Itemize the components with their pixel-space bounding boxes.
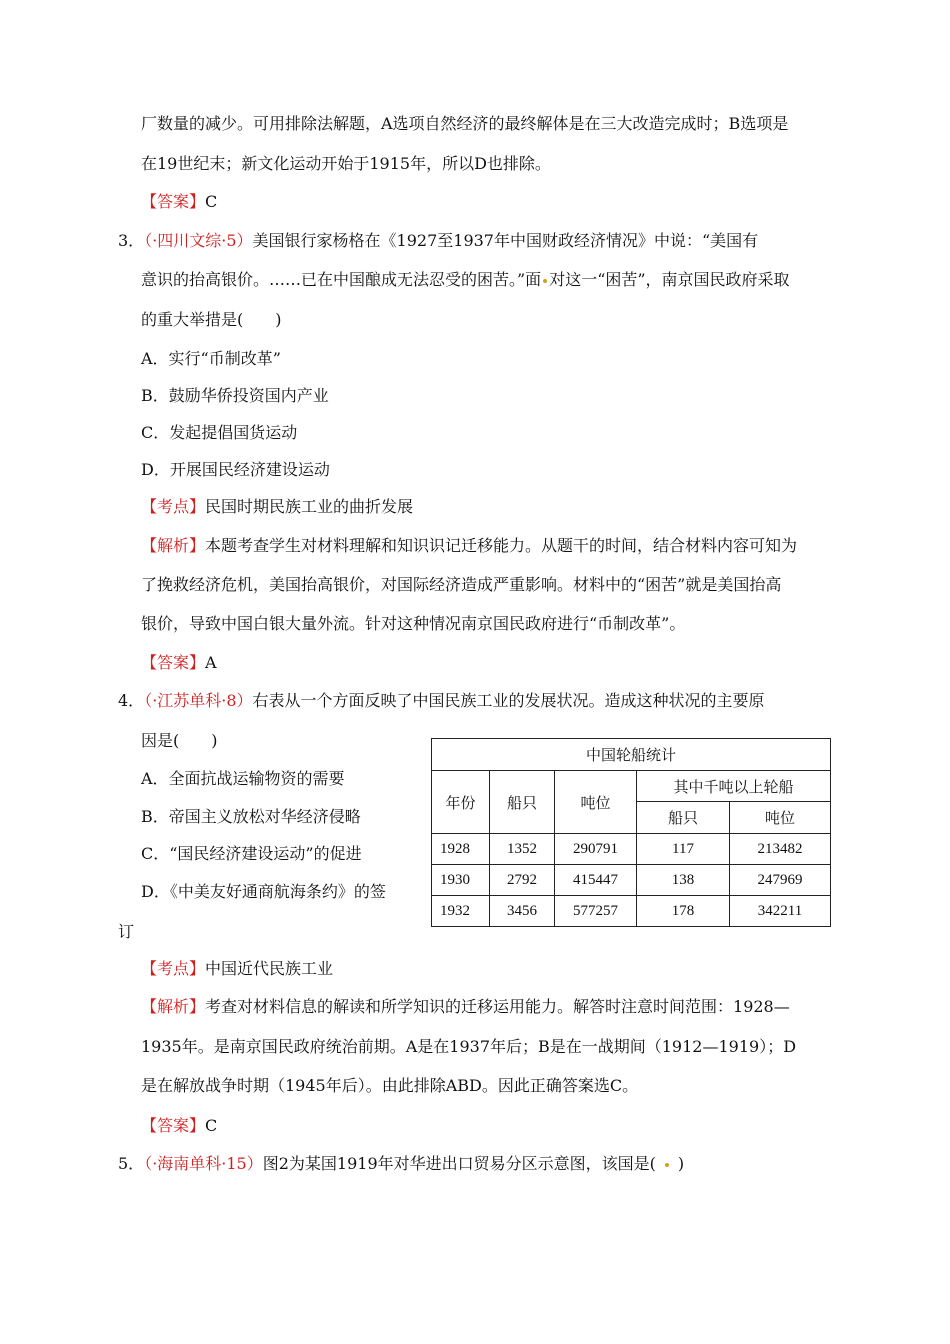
q4-jiexi-line3: 是在解放战争时期（1945年后）。由此排除ABD。因此正确答案选C。 bbox=[141, 1076, 639, 1095]
q3-kaodian bbox=[141, 497, 413, 517]
question-source: （·四川文综·5） bbox=[144, 231, 253, 250]
question-stem: 右表从一个方面反映了中国民族工业的发展状况。造成这种状况的主要原 bbox=[252, 691, 765, 710]
q3-option-b: B．鼓励华侨投资国内产业 bbox=[141, 386, 329, 405]
question-number: 3． bbox=[118, 231, 145, 250]
stem-text: 对这一“困苦”，南京国民政府采取 bbox=[549, 270, 790, 289]
stem-text: 意识的抬高银价。……已在中国酿成无法忍受的困苦。”面 bbox=[141, 270, 542, 289]
q4-option-c: C．“国民经济建设运动”的促进 bbox=[141, 844, 362, 863]
highlight-dot bbox=[665, 1163, 669, 1167]
answer-value: C bbox=[205, 1116, 218, 1135]
question-stem: 美国银行家杨格在《1927至1937年中国财政经济情况》中说：“美国有 bbox=[252, 231, 759, 250]
cell-big-ships: 117 bbox=[637, 834, 730, 865]
answer-tag: 【答案】 bbox=[141, 653, 206, 672]
col-header-year: 年份 bbox=[432, 771, 490, 834]
subheader-tons: 吨位 bbox=[730, 802, 831, 834]
ship-statistics-table bbox=[431, 738, 831, 927]
q3-jiexi-line3: 银价，导致中国白银大量外流。针对这种情况南京国民政府进行“币制改革”。 bbox=[141, 614, 686, 633]
cell-year: 1930 bbox=[432, 865, 490, 896]
table-row bbox=[432, 896, 831, 927]
col-header-ships: 船只 bbox=[490, 771, 555, 834]
kaodian-text: 民国时期民族工业的曲折发展 bbox=[205, 497, 414, 516]
jiexi-text: 本题考查学生对材料理解和知识识记迁移能力。从题干的时间，结合材料内容可知为 bbox=[205, 536, 798, 555]
q4-option-a: A．全面抗战运输物资的需要 bbox=[141, 769, 345, 788]
q4-answer bbox=[141, 1116, 217, 1136]
question-source: （·海南单科·15） bbox=[144, 1154, 263, 1173]
q4-jiexi-line1 bbox=[141, 997, 790, 1017]
col-header-group: 其中千吨以上轮船 bbox=[637, 771, 831, 802]
kaodian-tag: 【考点】 bbox=[141, 959, 206, 978]
q3-stem-line2 bbox=[141, 270, 790, 290]
table-row bbox=[432, 865, 831, 896]
q4-stem-line1 bbox=[118, 691, 765, 711]
cell-big-tons: 213482 bbox=[730, 834, 831, 865]
q2-explanation-line1: 厂数量的减少。可用排除法解题，A选项自然经济的最终解体是在三大改造完成时；B选项是 bbox=[141, 114, 789, 133]
q4-jiexi-line2: 1935年。是南京国民政府统治前期。A是在1937年后；B是在一战期间（1912—1919）；D bbox=[141, 1037, 797, 1056]
q4-kaodian bbox=[141, 959, 333, 979]
jiexi-text: 考查对材料信息的解读和所学知识的迁移运用能力。解答时注意时间范围：1928— bbox=[205, 997, 790, 1016]
q4-option-d: D．《中美友好通商航海条约》的签 bbox=[141, 882, 386, 901]
cell-ships: 1352 bbox=[490, 834, 555, 865]
q3-answer bbox=[141, 653, 217, 673]
cell-tons: 290791 bbox=[555, 834, 637, 865]
cell-big-tons: 342211 bbox=[730, 896, 831, 927]
answer-blank bbox=[656, 1154, 678, 1174]
answer-value: A bbox=[205, 653, 217, 672]
cell-ships: 3456 bbox=[490, 896, 555, 927]
question-source: （·江苏单科·8） bbox=[144, 691, 253, 710]
table-row bbox=[432, 834, 831, 865]
q3-jiexi-line2: 了挽救经济危机，美国抬高银价，对国际经济造成严重影响。材料中的“困苦”就是美国抬高 bbox=[141, 575, 782, 594]
q4-option-d-tail: 订 bbox=[118, 922, 135, 941]
cell-tons: 577257 bbox=[555, 896, 637, 927]
jiexi-tag: 【解析】 bbox=[141, 536, 206, 555]
cell-big-ships: 138 bbox=[637, 865, 730, 896]
cell-year: 1928 bbox=[432, 834, 490, 865]
q3-option-d: D．开展国民经济建设运动 bbox=[141, 460, 330, 479]
cell-ships: 2792 bbox=[490, 865, 555, 896]
q3-option-c: C．发起提倡国货运动 bbox=[141, 423, 298, 442]
q4-option-b: B．帝国主义放松对华经济侵略 bbox=[141, 807, 361, 826]
col-header-tons: 吨位 bbox=[555, 771, 637, 834]
q4-stem-line2: 因是( ) bbox=[141, 731, 218, 750]
question-number: 4． bbox=[118, 691, 145, 710]
cell-tons: 415447 bbox=[555, 865, 637, 896]
table-title: 中国轮船统计 bbox=[432, 739, 831, 771]
jiexi-tag: 【解析】 bbox=[141, 997, 206, 1016]
cell-year: 1932 bbox=[432, 896, 490, 927]
q3-stem-line1 bbox=[118, 231, 758, 251]
stem-close-paren: ) bbox=[677, 1154, 685, 1173]
answer-tag: 【答案】 bbox=[141, 1116, 206, 1135]
q5-stem bbox=[118, 1154, 684, 1174]
q3-jiexi-line1 bbox=[141, 536, 797, 556]
answer-value: C bbox=[205, 192, 218, 211]
q3-stem-line3: 的重大举措是( ) bbox=[141, 310, 282, 329]
q3-option-a: A．实行“币制改革” bbox=[141, 349, 281, 368]
answer-tag: 【答案】 bbox=[141, 192, 206, 211]
question-number: 5． bbox=[118, 1154, 145, 1173]
q2-answer bbox=[141, 192, 217, 212]
subheader-ships: 船只 bbox=[637, 802, 730, 834]
q2-explanation-line2: 在19世纪末；新文化运动开始于1915年，所以D也排除。 bbox=[141, 154, 551, 173]
cell-big-tons: 247969 bbox=[730, 865, 831, 896]
cell-big-ships: 178 bbox=[637, 896, 730, 927]
kaodian-tag: 【考点】 bbox=[141, 497, 206, 516]
kaodian-text: 中国近代民族工业 bbox=[205, 959, 334, 978]
highlight-dot bbox=[543, 279, 547, 283]
question-stem: 图2为某国1919年对华进出口贸易分区示意图，该国是( bbox=[262, 1154, 656, 1173]
